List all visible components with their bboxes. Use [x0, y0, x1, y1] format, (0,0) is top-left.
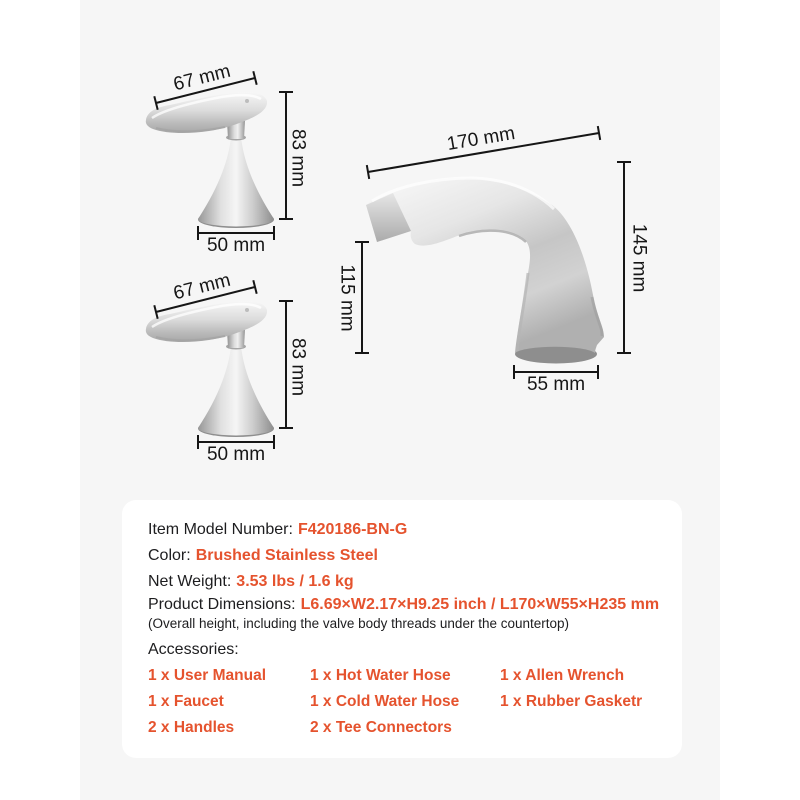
- spec-row-weight: [148, 569, 668, 595]
- accessory-item: 1 x Rubber Gasketr: [500, 693, 643, 710]
- spec-label: Product Dimensions:: [148, 596, 296, 613]
- spec-label: Net Weight:: [148, 573, 232, 590]
- accessory-item: 1 x Hot Water Hose: [310, 667, 451, 684]
- spec-value: Brushed Stainless Steel: [195, 547, 378, 564]
- accessories-column-1: [148, 663, 310, 741]
- handle-illustration: [146, 92, 274, 228]
- dim-label-handle-bottom-width: 67 mm: [171, 269, 233, 305]
- dim-label-handle-bottom-base: 50 mm: [206, 444, 266, 465]
- accessory-item: 2 x Tee Connectors: [310, 719, 452, 736]
- handle-illustration: [146, 301, 274, 437]
- dim-label-handle-bottom-height: 83 mm: [287, 337, 309, 397]
- dim-label-spout-length: 170 mm: [445, 122, 517, 156]
- spout-figure: [337, 123, 650, 395]
- accessory-item: 1 x Faucet: [148, 693, 224, 710]
- spec-row-dimensions: [148, 595, 668, 615]
- accessory-item: 2 x Handles: [148, 719, 235, 736]
- accessory-item: 1 x Allen Wrench: [500, 667, 625, 684]
- accessory-item: 1 x Cold Water Hose: [310, 693, 460, 710]
- dim-label-spout-inner-height: 115 mm: [336, 264, 358, 332]
- spout-illustration: [366, 178, 604, 364]
- dim-label-spout-height: 145 mm: [628, 223, 650, 293]
- spec-row-color: [148, 543, 668, 569]
- accessories-title: Accessories:: [148, 641, 239, 658]
- accessories-column-2: [310, 663, 500, 741]
- accessories-columns: [148, 663, 668, 741]
- dim-label-handle-top-width: 67 mm: [171, 60, 233, 96]
- dim-label-handle-top-height: 83 mm: [287, 128, 309, 188]
- spec-label: Color:: [148, 547, 191, 564]
- accessory-item: 1 x User Manual: [148, 667, 267, 684]
- spec-value: 3.53 lbs / 1.6 kg: [236, 573, 354, 590]
- handle-bottom-figure: [146, 270, 309, 465]
- spec-row-model: [148, 517, 668, 543]
- dim-label-spout-base: 55 mm: [526, 374, 586, 395]
- dim-label-handle-top-base: 50 mm: [206, 235, 266, 256]
- spec-value: F420186-BN-G: [297, 521, 408, 538]
- handle-top-figure: [146, 61, 309, 256]
- spec-label: Item Model Number:: [148, 521, 293, 538]
- dimension-note: (Overall height, including the valve body threads under the countertop): [148, 616, 570, 631]
- spec-panel: [122, 500, 682, 758]
- spec-value: L6.69×W2.17×H9.25 inch / L170×W55×H235 mm: [300, 596, 660, 613]
- accessories-column-3: [500, 663, 642, 741]
